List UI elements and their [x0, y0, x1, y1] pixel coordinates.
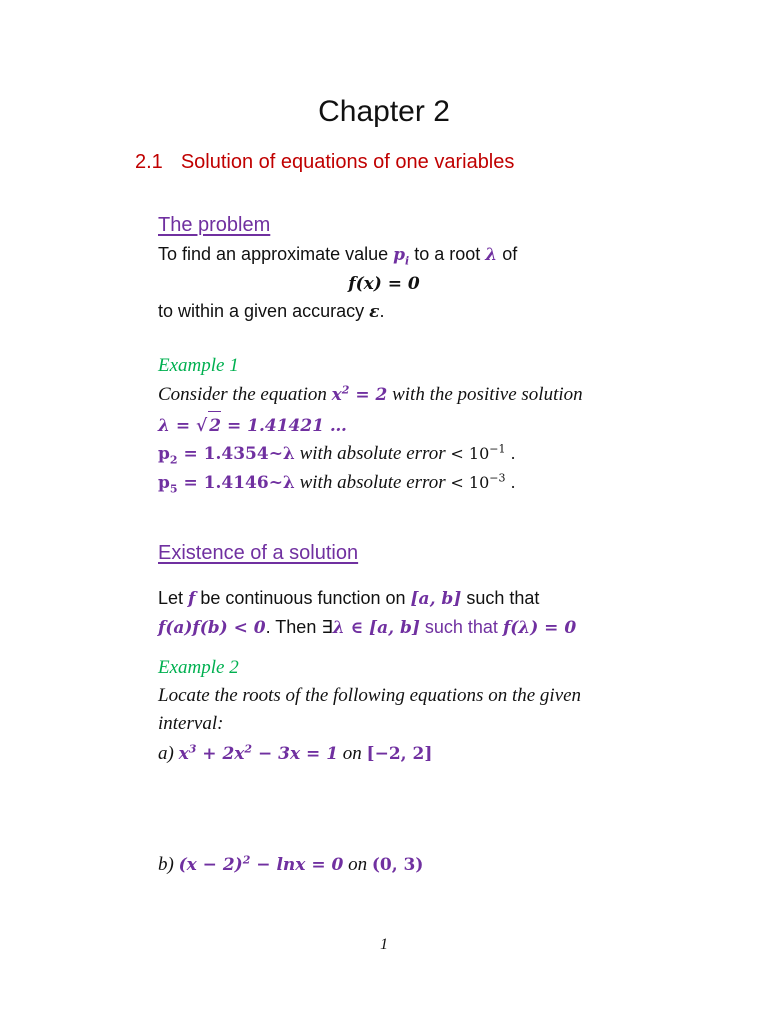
- example-2-line-2: interval:: [158, 713, 224, 734]
- problem-text: to within a given accuracy: [158, 301, 370, 321]
- p5-bound: < $10^{-3}$ .: [450, 471, 516, 492]
- interval-a-b: [a, b]: [410, 589, 462, 609]
- problem-line-1: [158, 241, 517, 268]
- example-1-line-p5: $p_5$ = 1.4146~λ with absolute error < $10^{-3}$ .: [158, 471, 516, 496]
- example-2-line-1: Locate the roots of the following equations on the given: [158, 685, 582, 706]
- p2-value: = 1.4354~λ: [177, 444, 295, 464]
- page-number: 1: [380, 936, 388, 953]
- equation-x-squared: $x^2 = 2$: [331, 383, 388, 405]
- p2-symbol: $p_2$: [158, 444, 178, 467]
- lambda-equals: λ =: [158, 416, 197, 436]
- existence-line-1: Let f be continuous function on [a, b] such that: [158, 588, 540, 609]
- equation-a: $x^3 + 2x^2 - 3x = 1$: [178, 742, 339, 764]
- sqrt-two: √ 2: [196, 416, 221, 436]
- lambda-in-interval: λ ∈ [a, b]: [332, 618, 420, 638]
- example-1-line-p2: $p_2$ = 1.4354~λ with absolute error < $10^{-1}$ .: [158, 442, 516, 467]
- epsilon-symbol: ε: [369, 302, 380, 322]
- interval-b: (0, 3): [371, 855, 424, 875]
- p5-symbol: $p_5$: [158, 473, 178, 496]
- sign-change-condition: f(a)f(b) < 0: [158, 618, 266, 638]
- p5-value: = 1.4146~λ: [177, 473, 295, 493]
- equation-b: $(x - 2)^2 - \ln x = 0$: [178, 853, 344, 875]
- chapter-title: Chapter 2: [318, 95, 450, 128]
- pi-symbol: $p_i$: [393, 245, 410, 268]
- section-title: Solution of equations of one variables: [180, 151, 515, 173]
- example-1-label: Example 1: [158, 355, 239, 376]
- problem-text: to a root: [409, 244, 486, 264]
- example-2-item-b: b) $(x - 2)^2 - \ln x = 0$ on (0, 3): [158, 853, 424, 875]
- f-lambda-equals-0: f(λ) = 0: [502, 618, 577, 638]
- existence-line-2: f(a)f(b) < 0. Then ∃λ ∈ [a, b] such that f(λ) = 0: [158, 617, 577, 638]
- problem-text: of: [497, 244, 518, 264]
- sqrt-value: = 1.41421 …: [221, 416, 347, 436]
- section-number: 2.1: [135, 151, 163, 173]
- lambda-symbol: λ: [485, 245, 498, 265]
- p2-bound: < $10^{-1}$ .: [450, 442, 516, 463]
- problem-text: To find an approximate value: [158, 244, 394, 264]
- example-2-item-a: a) $x^3 + 2x^2 - 3x = 1$ on [−2, 2]: [158, 742, 433, 764]
- example-2-label: Example 2: [158, 657, 239, 678]
- example-1-line-2: [158, 411, 347, 440]
- example-1-line-1: Consider the equation $x^2 = 2$ with the positive solution: [158, 383, 583, 405]
- interval-a: [−2, 2]: [366, 744, 433, 764]
- existence-heading: Existence of a solution: [158, 542, 359, 564]
- section-heading: [135, 148, 514, 176]
- problem-heading: The problem: [158, 214, 271, 236]
- f-symbol: f: [188, 589, 196, 609]
- equation-f-x-equals-0: f(x) = 0: [348, 274, 420, 294]
- problem-equation: [0, 270, 768, 297]
- problem-line-3: to within a given accuracy ε.: [158, 301, 385, 322]
